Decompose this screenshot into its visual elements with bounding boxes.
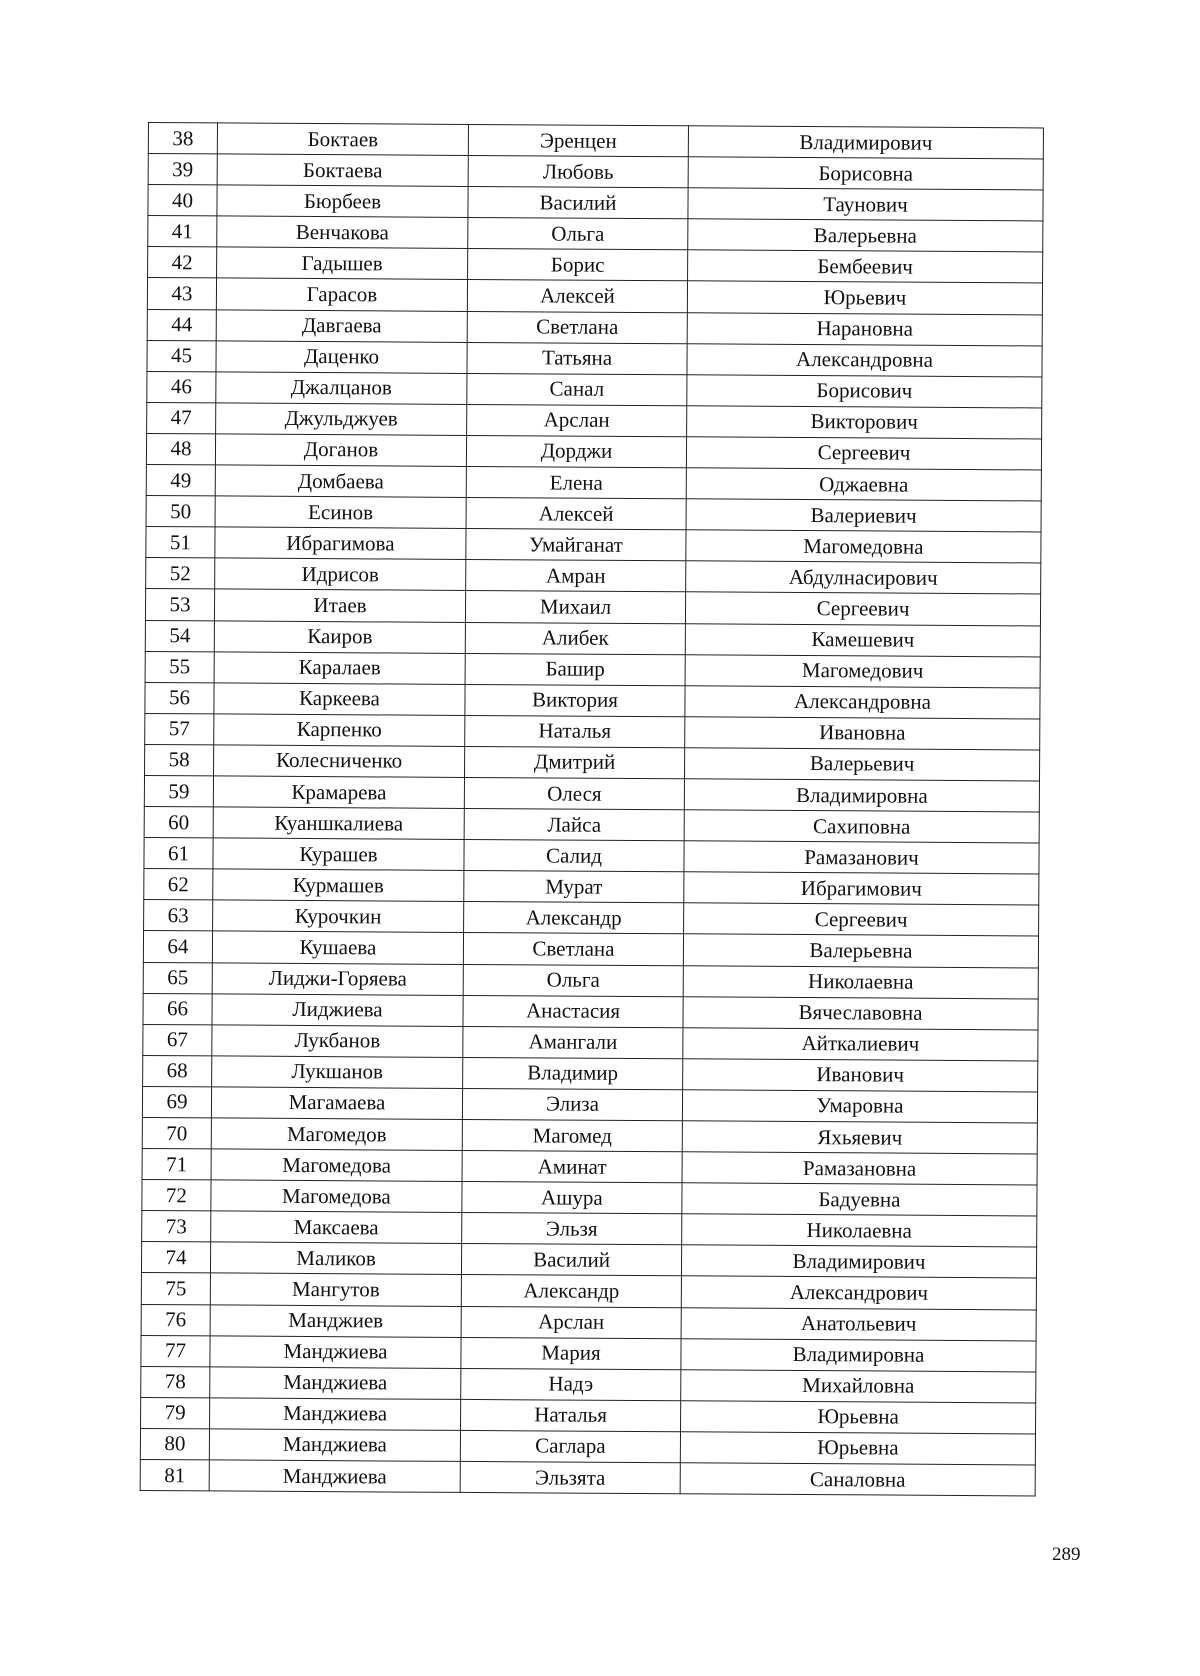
patronymic-cell: Владимирович (688, 126, 1043, 159)
last-name-cell: Каиров (214, 620, 465, 653)
row-number-cell: 80 (140, 1428, 209, 1460)
last-name-cell: Боктаев (217, 123, 468, 156)
patronymic-cell: Михайловна (681, 1370, 1036, 1403)
last-name-cell: Венчакова (217, 216, 468, 249)
first-name-cell: Олеся (464, 777, 684, 809)
first-name-cell: Дмитрий (465, 746, 685, 778)
first-name-cell: Александр (461, 1275, 681, 1307)
first-name-cell: Елена (466, 466, 686, 498)
row-number-cell: 52 (146, 558, 215, 590)
first-name-cell: Алибек (465, 622, 685, 654)
last-name-cell: Манджиева (210, 1367, 461, 1400)
row-number-cell: 54 (145, 620, 214, 652)
first-name-cell: Светлана (467, 311, 687, 343)
first-name-cell: Эренцен (468, 124, 688, 156)
patronymic-cell: Николаевна (682, 1214, 1037, 1247)
last-name-cell: Манджиева (210, 1336, 461, 1369)
last-name-cell: Гарасов (216, 278, 467, 311)
last-name-cell: Идрисов (215, 558, 466, 591)
last-name-cell: Магомедов (211, 1118, 462, 1151)
last-name-cell: Доганов (215, 434, 466, 467)
patronymic-cell: Умаровна (682, 1090, 1037, 1123)
first-name-cell: Саглара (460, 1430, 680, 1462)
first-name-cell: Наталья (461, 1399, 681, 1431)
first-name-cell: Анастасия (463, 995, 683, 1027)
last-name-cell: Манджиев (210, 1304, 461, 1337)
patronymic-cell: Абдулнасирович (686, 561, 1041, 594)
last-name-cell: Давгаева (216, 309, 467, 342)
first-name-cell: Арслан (467, 404, 687, 436)
last-name-cell: Ибрагимова (215, 527, 466, 560)
patronymic-cell: Владимировна (684, 779, 1039, 812)
row-number-cell: 39 (148, 154, 217, 186)
row-number-cell: 76 (141, 1304, 210, 1336)
row-number-cell: 38 (148, 123, 217, 155)
first-name-cell: Умайганат (466, 529, 686, 561)
last-name-cell: Есинов (215, 496, 466, 529)
last-name-cell: Домбаева (215, 465, 466, 498)
last-name-cell: Маликов (210, 1242, 461, 1275)
first-name-cell: Мурат (464, 871, 684, 903)
first-name-cell: Ашура (462, 1182, 682, 1214)
patronymic-cell: Ивановна (685, 717, 1040, 750)
row-number-cell: 65 (143, 962, 212, 994)
row-number-cell: 66 (143, 993, 212, 1025)
last-name-cell: Итаев (214, 589, 465, 622)
last-name-cell: Лукшанов (212, 1056, 463, 1089)
last-name-cell: Кушаева (212, 931, 463, 964)
patronymic-cell: Валериевич (686, 499, 1041, 532)
last-name-cell: Манджиева (209, 1429, 460, 1462)
row-number-cell: 64 (143, 931, 212, 963)
names-table (140, 122, 1044, 1497)
first-name-cell: Татьяна (467, 342, 687, 374)
row-number-cell: 44 (147, 309, 216, 341)
patronymic-cell: Валерьевна (688, 219, 1043, 252)
first-name-cell: Амангали (463, 1026, 683, 1058)
first-name-cell: Аминат (462, 1151, 682, 1183)
last-name-cell: Каркеева (214, 683, 465, 716)
row-number-cell: 51 (146, 527, 215, 559)
first-name-cell: Магомед (462, 1119, 682, 1151)
row-number-cell: 73 (142, 1211, 211, 1243)
first-name-cell: Наталья (465, 715, 685, 747)
row-number-cell: 53 (145, 589, 214, 621)
last-name-cell: Лиджиева (212, 994, 463, 1027)
row-number-cell: 46 (147, 371, 216, 403)
patronymic-cell: Саналовна (680, 1463, 1035, 1496)
row-number-cell: 58 (145, 744, 214, 776)
last-name-cell: Максаева (211, 1211, 462, 1244)
first-name-cell: Мария (461, 1337, 681, 1369)
last-name-cell: Карпенко (214, 714, 465, 747)
patronymic-cell: Анатольевич (681, 1307, 1036, 1340)
last-name-cell: Даценко (216, 341, 467, 374)
first-name-cell: Эльзята (460, 1461, 680, 1493)
patronymic-cell: Борисович (687, 375, 1042, 408)
patronymic-cell: Юрьевна (681, 1401, 1036, 1434)
last-name-cell: Куаншкалиева (213, 807, 464, 840)
row-number-cell: 50 (146, 496, 215, 528)
patronymic-cell: Владимировна (681, 1338, 1036, 1371)
first-name-cell: Башир (465, 653, 685, 685)
patronymic-cell: Николаевна (683, 965, 1038, 998)
patronymic-cell: Яхьяевич (682, 1121, 1037, 1154)
row-number-cell: 41 (148, 216, 217, 248)
last-name-cell: Курашев (213, 838, 464, 871)
row-number-cell: 71 (142, 1149, 211, 1181)
row-number-cell: 77 (141, 1335, 210, 1367)
page-number: 289 (1052, 1544, 1081, 1565)
row-number-cell: 70 (142, 1117, 211, 1149)
row-number-cell: 67 (143, 1024, 212, 1056)
row-number-cell: 60 (144, 807, 213, 839)
row-number-cell: 47 (147, 402, 216, 434)
first-name-cell: Дорджи (466, 435, 686, 467)
last-name-cell: Лукбанов (212, 1025, 463, 1058)
row-number-cell: 63 (144, 900, 213, 932)
last-name-cell: Курочкин (213, 900, 464, 933)
row-number-cell: 43 (147, 278, 216, 310)
first-name-cell: Элиза (462, 1088, 682, 1120)
first-name-cell: Санал (467, 373, 687, 405)
patronymic-cell: Сергеевич (685, 592, 1040, 625)
patronymic-cell: Сергеевич (684, 903, 1039, 936)
first-name-cell: Ольга (468, 218, 688, 250)
row-number-cell: 42 (148, 247, 217, 279)
patronymic-cell: Иванович (683, 1059, 1038, 1092)
table-row (140, 1460, 1035, 1497)
patronymic-cell: Айткалиевич (683, 1028, 1038, 1061)
first-name-cell: Эльзя (462, 1213, 682, 1245)
last-name-cell: Курмашев (213, 869, 464, 902)
last-name-cell: Магомедова (211, 1180, 462, 1213)
first-name-cell: Борис (468, 249, 688, 281)
last-name-cell: Гадышев (217, 247, 468, 280)
first-name-cell: Любовь (468, 156, 688, 188)
last-name-cell: Бюрбеев (217, 185, 468, 218)
patronymic-cell: Камешевич (685, 623, 1040, 656)
patronymic-cell: Сергеевич (686, 437, 1041, 470)
last-name-cell: Колесниченко (214, 745, 465, 778)
patronymic-cell: Александрович (681, 1276, 1036, 1309)
row-number-cell: 68 (143, 1055, 212, 1087)
first-name-cell: Надэ (461, 1368, 681, 1400)
row-number-cell: 79 (141, 1397, 210, 1429)
patronymic-cell: Александровна (687, 343, 1042, 376)
patronymic-cell: Юрьевна (680, 1432, 1035, 1465)
row-number-cell: 81 (140, 1460, 209, 1492)
row-number-cell: 62 (144, 869, 213, 901)
patronymic-cell: Борисовна (688, 157, 1043, 190)
patronymic-cell: Сахиповна (684, 810, 1039, 843)
last-name-cell: Манджиева (210, 1398, 461, 1431)
last-name-cell: Джульджуев (216, 403, 467, 436)
patronymic-cell: Рамазановна (682, 1152, 1037, 1185)
patronymic-cell: Вячеславовна (683, 996, 1038, 1029)
row-number-cell: 56 (145, 682, 214, 714)
first-name-cell: Лайса (464, 809, 684, 841)
last-name-cell: Лиджи-Горяева (212, 962, 463, 995)
patronymic-cell: Владимирович (681, 1245, 1036, 1278)
row-number-cell: 48 (146, 433, 215, 465)
patronymic-cell: Александровна (685, 685, 1040, 718)
row-number-cell: 61 (144, 838, 213, 870)
first-name-cell: Амран (466, 560, 686, 592)
row-number-cell: 75 (141, 1273, 210, 1305)
patronymic-cell: Бадуевна (682, 1183, 1037, 1216)
row-number-cell: 69 (142, 1086, 211, 1118)
patronymic-cell: Викторович (687, 406, 1042, 439)
patronymic-cell: Оджаевна (686, 468, 1041, 501)
patronymic-cell: Валерьевна (683, 934, 1038, 967)
row-number-cell: 74 (141, 1242, 210, 1274)
row-number-cell: 57 (145, 713, 214, 745)
names-table-body (140, 123, 1043, 1497)
row-number-cell: 45 (147, 340, 216, 372)
row-number-cell: 78 (141, 1366, 210, 1398)
last-name-cell: Джалцанов (216, 372, 467, 405)
patronymic-cell: Рамазанович (684, 841, 1039, 874)
row-number-cell: 40 (148, 185, 217, 217)
row-number-cell: 59 (144, 775, 213, 807)
last-name-cell: Крамарева (213, 776, 464, 809)
patronymic-cell: Бембеевич (688, 250, 1043, 283)
patronymic-cell: Ибрагимович (684, 872, 1039, 905)
last-name-cell: Мангутов (210, 1273, 461, 1306)
patronymic-cell: Нарановна (687, 312, 1042, 345)
first-name-cell: Алексей (466, 498, 686, 530)
first-name-cell: Ольга (463, 964, 683, 996)
patronymic-cell: Юрьевич (687, 281, 1042, 314)
first-name-cell: Михаил (465, 591, 685, 623)
first-name-cell: Василий (461, 1244, 681, 1276)
patronymic-cell: Магомедовна (686, 530, 1041, 563)
first-name-cell: Арслан (461, 1306, 681, 1338)
last-name-cell: Магамаева (211, 1087, 462, 1120)
last-name-cell: Боктаева (217, 154, 468, 187)
first-name-cell: Алексей (467, 280, 687, 312)
first-name-cell: Виктория (465, 684, 685, 716)
patronymic-cell: Валерьевич (684, 748, 1039, 781)
row-number-cell: 49 (146, 465, 215, 497)
last-name-cell: Манджиева (209, 1460, 460, 1493)
first-name-cell: Владимир (463, 1057, 683, 1089)
first-name-cell: Александр (464, 902, 684, 934)
first-name-cell: Василий (468, 187, 688, 219)
first-name-cell: Светлана (463, 933, 683, 965)
last-name-cell: Каралаев (214, 652, 465, 685)
patronymic-cell: Магомедович (685, 654, 1040, 687)
last-name-cell: Магомедова (211, 1149, 462, 1182)
patronymic-cell: Таунович (688, 188, 1043, 221)
first-name-cell: Салид (464, 840, 684, 872)
row-number-cell: 55 (145, 651, 214, 683)
row-number-cell: 72 (142, 1180, 211, 1212)
